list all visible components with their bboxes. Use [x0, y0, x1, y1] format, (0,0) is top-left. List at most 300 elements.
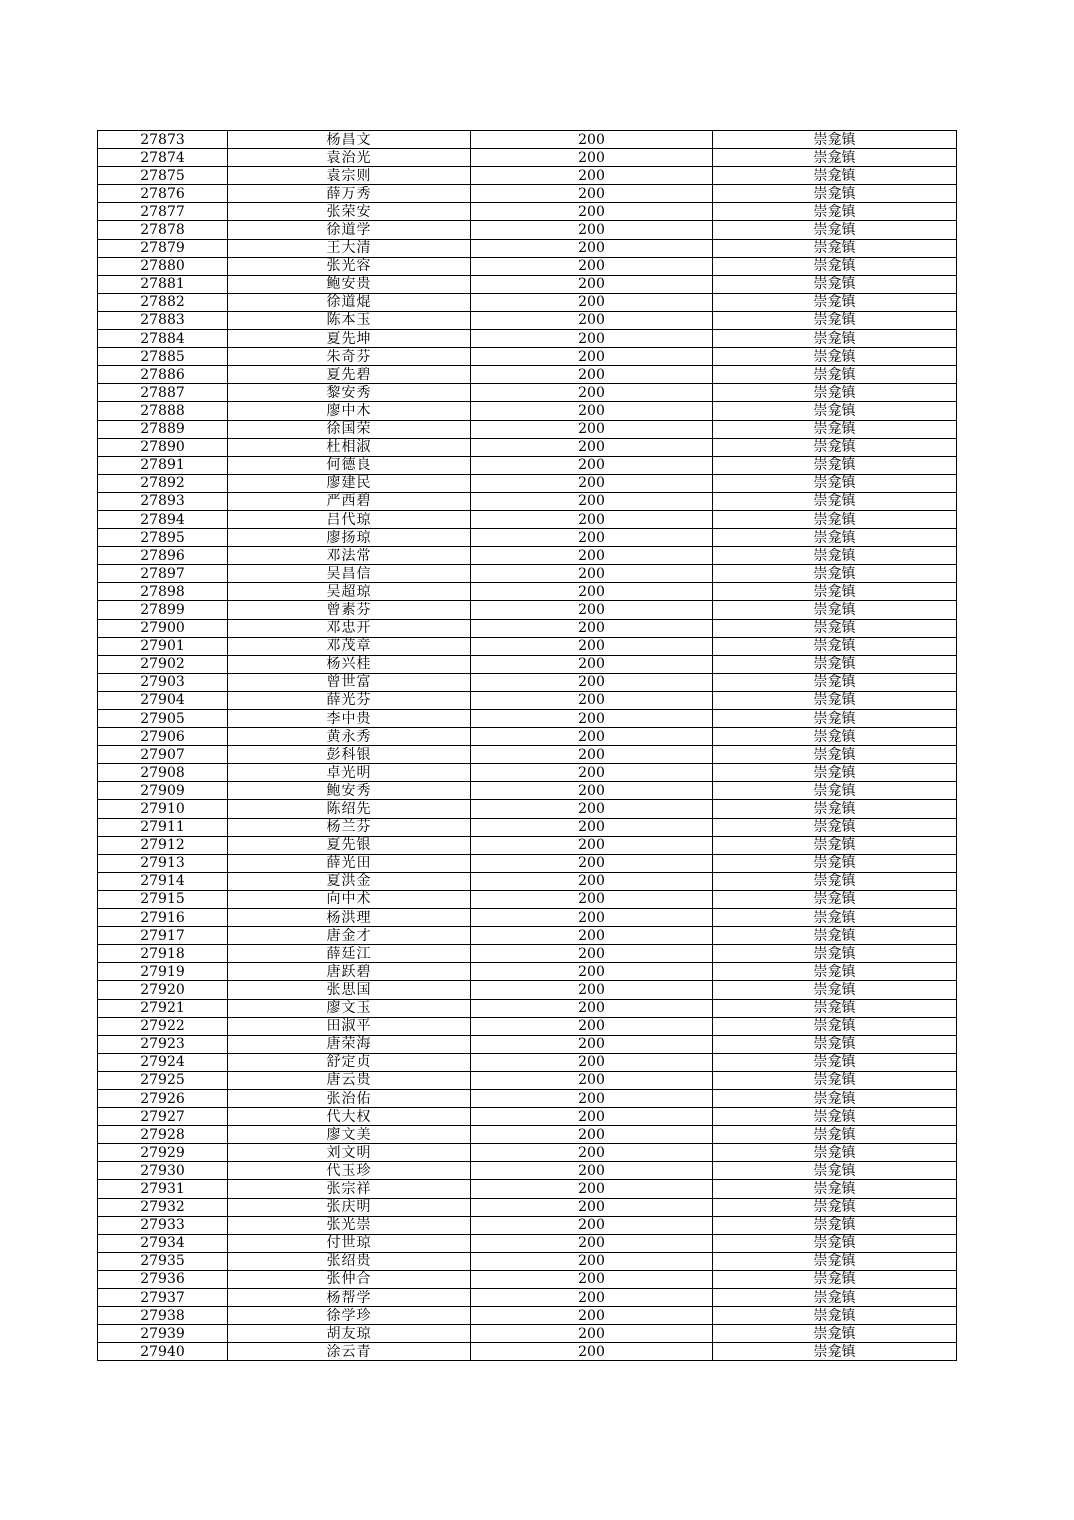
row-number-cell: 27886 — [98, 366, 228, 384]
amount-cell: 200 — [471, 330, 713, 348]
town-cell: 崇龛镇 — [713, 366, 957, 384]
name-cell: 夏先碧 — [228, 366, 471, 384]
table-row — [98, 348, 957, 366]
name-cell: 吕代琼 — [228, 510, 471, 528]
town-cell: 崇龛镇 — [713, 981, 957, 999]
town-cell: 崇龛镇 — [713, 1108, 957, 1126]
table-row — [98, 963, 957, 981]
table-row — [98, 999, 957, 1017]
row-number-cell: 27899 — [98, 601, 228, 619]
amount-cell: 200 — [471, 1325, 713, 1343]
name-cell: 廖文美 — [228, 1126, 471, 1144]
row-number-cell: 27888 — [98, 402, 228, 420]
name-cell: 徐道焜 — [228, 293, 471, 311]
table-row — [98, 854, 957, 872]
row-number-cell: 27911 — [98, 818, 228, 836]
name-cell: 吴超琼 — [228, 583, 471, 601]
name-cell: 张庆明 — [228, 1198, 471, 1216]
name-cell: 唐跃碧 — [228, 963, 471, 981]
table-row — [98, 185, 957, 203]
table-row — [98, 1307, 957, 1325]
amount-cell: 200 — [471, 1180, 713, 1198]
table-row — [98, 1053, 957, 1071]
amount-cell: 200 — [471, 927, 713, 945]
name-cell: 朱奇芬 — [228, 348, 471, 366]
name-cell: 张治佑 — [228, 1089, 471, 1107]
row-number-cell: 27937 — [98, 1289, 228, 1307]
row-number-cell: 27935 — [98, 1252, 228, 1270]
town-cell: 崇龛镇 — [713, 1053, 957, 1071]
town-cell: 崇龛镇 — [713, 673, 957, 691]
table-row — [98, 311, 957, 329]
table-row — [98, 456, 957, 474]
amount-cell: 200 — [471, 348, 713, 366]
amount-cell: 200 — [471, 1198, 713, 1216]
table-row — [98, 583, 957, 601]
amount-cell: 200 — [471, 800, 713, 818]
name-cell: 杨兴桂 — [228, 655, 471, 673]
town-cell: 崇龛镇 — [713, 710, 957, 728]
table-row — [98, 474, 957, 492]
table-row — [98, 872, 957, 890]
table-row — [98, 1180, 957, 1198]
town-cell: 崇龛镇 — [713, 728, 957, 746]
row-number-cell: 27881 — [98, 275, 228, 293]
amount-cell: 200 — [471, 1017, 713, 1035]
name-cell: 袁治光 — [228, 149, 471, 167]
table-row — [98, 836, 957, 854]
row-number-cell: 27892 — [98, 474, 228, 492]
amount-cell: 200 — [471, 1216, 713, 1234]
town-cell: 崇龛镇 — [713, 1289, 957, 1307]
town-cell: 崇龛镇 — [713, 854, 957, 872]
amount-cell: 200 — [471, 1071, 713, 1089]
name-cell: 杨帮学 — [228, 1289, 471, 1307]
amount-cell: 200 — [471, 384, 713, 402]
row-number-cell: 27903 — [98, 673, 228, 691]
town-cell: 崇龛镇 — [713, 185, 957, 203]
amount-cell: 200 — [471, 185, 713, 203]
name-cell: 刘文明 — [228, 1144, 471, 1162]
row-number-cell: 27895 — [98, 529, 228, 547]
town-cell: 崇龛镇 — [713, 1270, 957, 1288]
name-cell: 张仲合 — [228, 1270, 471, 1288]
table-row — [98, 257, 957, 275]
town-cell: 崇龛镇 — [713, 402, 957, 420]
amount-cell: 200 — [471, 1343, 713, 1361]
town-cell: 崇龛镇 — [713, 963, 957, 981]
table-row — [98, 710, 957, 728]
data-table — [97, 130, 957, 1361]
row-number-cell: 27921 — [98, 999, 228, 1017]
town-cell: 崇龛镇 — [713, 619, 957, 637]
amount-cell: 200 — [471, 890, 713, 908]
name-cell: 张思国 — [228, 981, 471, 999]
name-cell: 张光崇 — [228, 1216, 471, 1234]
town-cell: 崇龛镇 — [713, 1144, 957, 1162]
town-cell: 崇龛镇 — [713, 945, 957, 963]
name-cell: 杨洪理 — [228, 909, 471, 927]
row-number-cell: 27920 — [98, 981, 228, 999]
table-row — [98, 149, 957, 167]
row-number-cell: 27880 — [98, 257, 228, 275]
name-cell: 杜相淑 — [228, 438, 471, 456]
table-row — [98, 420, 957, 438]
town-cell: 崇龛镇 — [713, 384, 957, 402]
town-cell: 崇龛镇 — [713, 1325, 957, 1343]
table-row — [98, 909, 957, 927]
amount-cell: 200 — [471, 492, 713, 510]
name-cell: 廖建民 — [228, 474, 471, 492]
name-cell: 廖文玉 — [228, 999, 471, 1017]
amount-cell: 200 — [471, 963, 713, 981]
row-number-cell: 27883 — [98, 311, 228, 329]
amount-cell: 200 — [471, 619, 713, 637]
name-cell: 杨昌文 — [228, 131, 471, 149]
row-number-cell: 27873 — [98, 131, 228, 149]
town-cell: 崇龛镇 — [713, 1216, 957, 1234]
row-number-cell: 27939 — [98, 1325, 228, 1343]
row-number-cell: 27913 — [98, 854, 228, 872]
table-row — [98, 402, 957, 420]
town-cell: 崇龛镇 — [713, 474, 957, 492]
name-cell: 涂云青 — [228, 1343, 471, 1361]
name-cell: 严西碧 — [228, 492, 471, 510]
table-row — [98, 1035, 957, 1053]
row-number-cell: 27938 — [98, 1307, 228, 1325]
name-cell: 廖扬琼 — [228, 529, 471, 547]
amount-cell: 200 — [471, 293, 713, 311]
amount-cell: 200 — [471, 981, 713, 999]
row-number-cell: 27898 — [98, 583, 228, 601]
amount-cell: 200 — [471, 764, 713, 782]
table-row — [98, 1325, 957, 1343]
name-cell: 吴昌信 — [228, 565, 471, 583]
town-cell: 崇龛镇 — [713, 438, 957, 456]
amount-cell: 200 — [471, 474, 713, 492]
amount-cell: 200 — [471, 1053, 713, 1071]
row-number-cell: 27897 — [98, 565, 228, 583]
table-row — [98, 167, 957, 185]
name-cell: 卓光明 — [228, 764, 471, 782]
town-cell: 崇龛镇 — [713, 529, 957, 547]
name-cell: 杨兰芬 — [228, 818, 471, 836]
town-cell: 崇龛镇 — [713, 691, 957, 709]
name-cell: 曾素芬 — [228, 601, 471, 619]
table-row — [98, 818, 957, 836]
row-number-cell: 27893 — [98, 492, 228, 510]
name-cell: 薛光芬 — [228, 691, 471, 709]
row-number-cell: 27901 — [98, 637, 228, 655]
row-number-cell: 27927 — [98, 1108, 228, 1126]
name-cell: 唐云贵 — [228, 1071, 471, 1089]
row-number-cell: 27876 — [98, 185, 228, 203]
amount-cell: 200 — [471, 710, 713, 728]
name-cell: 夏洪金 — [228, 872, 471, 890]
amount-cell: 200 — [471, 945, 713, 963]
town-cell: 崇龛镇 — [713, 836, 957, 854]
town-cell: 崇龛镇 — [713, 311, 957, 329]
table-row — [98, 782, 957, 800]
town-cell: 崇龛镇 — [713, 510, 957, 528]
name-cell: 曾世富 — [228, 673, 471, 691]
amount-cell: 200 — [471, 1289, 713, 1307]
town-cell: 崇龛镇 — [713, 1234, 957, 1252]
town-cell: 崇龛镇 — [713, 1343, 957, 1361]
table-row — [98, 746, 957, 764]
table-row — [98, 221, 957, 239]
town-cell: 崇龛镇 — [713, 348, 957, 366]
town-cell: 崇龛镇 — [713, 1071, 957, 1089]
table-row — [98, 764, 957, 782]
town-cell: 崇龛镇 — [713, 221, 957, 239]
name-cell: 彭科银 — [228, 746, 471, 764]
town-cell: 崇龛镇 — [713, 456, 957, 474]
amount-cell: 200 — [471, 565, 713, 583]
row-number-cell: 27894 — [98, 510, 228, 528]
amount-cell: 200 — [471, 456, 713, 474]
row-number-cell: 27914 — [98, 872, 228, 890]
row-number-cell: 27912 — [98, 836, 228, 854]
town-cell: 崇龛镇 — [713, 167, 957, 185]
amount-cell: 200 — [471, 728, 713, 746]
table-row — [98, 1162, 957, 1180]
town-cell: 崇龛镇 — [713, 601, 957, 619]
row-number-cell: 27932 — [98, 1198, 228, 1216]
name-cell: 薛廷江 — [228, 945, 471, 963]
name-cell: 黄永秀 — [228, 728, 471, 746]
table-row — [98, 547, 957, 565]
amount-cell: 200 — [471, 836, 713, 854]
table-body — [98, 131, 957, 1361]
name-cell: 陈本玉 — [228, 311, 471, 329]
amount-cell: 200 — [471, 854, 713, 872]
amount-cell: 200 — [471, 311, 713, 329]
name-cell: 徐学珍 — [228, 1307, 471, 1325]
town-cell: 崇龛镇 — [713, 1089, 957, 1107]
town-cell: 崇龛镇 — [713, 293, 957, 311]
table-row — [98, 1216, 957, 1234]
table-row — [98, 1071, 957, 1089]
row-number-cell: 27918 — [98, 945, 228, 963]
row-number-cell: 27933 — [98, 1216, 228, 1234]
town-cell: 崇龛镇 — [713, 872, 957, 890]
town-cell: 崇龛镇 — [713, 890, 957, 908]
name-cell: 邓茂章 — [228, 637, 471, 655]
amount-cell: 200 — [471, 529, 713, 547]
amount-cell: 200 — [471, 691, 713, 709]
name-cell: 代玉珍 — [228, 1162, 471, 1180]
amount-cell: 200 — [471, 1035, 713, 1053]
town-cell: 崇龛镇 — [713, 1307, 957, 1325]
row-number-cell: 27930 — [98, 1162, 228, 1180]
row-number-cell: 27887 — [98, 384, 228, 402]
amount-cell: 200 — [471, 746, 713, 764]
row-number-cell: 27882 — [98, 293, 228, 311]
town-cell: 崇龛镇 — [713, 909, 957, 927]
town-cell: 崇龛镇 — [713, 203, 957, 221]
amount-cell: 200 — [471, 167, 713, 185]
name-cell: 付世琼 — [228, 1234, 471, 1252]
table-row — [98, 565, 957, 583]
name-cell: 王大清 — [228, 239, 471, 257]
row-number-cell: 27889 — [98, 420, 228, 438]
town-cell: 崇龛镇 — [713, 1198, 957, 1216]
name-cell: 薛万秀 — [228, 185, 471, 203]
row-number-cell: 27923 — [98, 1035, 228, 1053]
table-row — [98, 366, 957, 384]
amount-cell: 200 — [471, 402, 713, 420]
table-row — [98, 1108, 957, 1126]
row-number-cell: 27900 — [98, 619, 228, 637]
table-row — [98, 529, 957, 547]
amount-cell: 200 — [471, 149, 713, 167]
row-number-cell: 27902 — [98, 655, 228, 673]
name-cell: 邓忠开 — [228, 619, 471, 637]
name-cell: 唐荣海 — [228, 1035, 471, 1053]
name-cell: 张宗祥 — [228, 1180, 471, 1198]
row-number-cell: 27907 — [98, 746, 228, 764]
town-cell: 崇龛镇 — [713, 927, 957, 945]
row-number-cell: 27891 — [98, 456, 228, 474]
town-cell: 崇龛镇 — [713, 655, 957, 673]
table-row — [98, 384, 957, 402]
table-row — [98, 275, 957, 293]
name-cell: 向中术 — [228, 890, 471, 908]
amount-cell: 200 — [471, 872, 713, 890]
row-number-cell: 27926 — [98, 1089, 228, 1107]
town-cell: 崇龛镇 — [713, 999, 957, 1017]
row-number-cell: 27928 — [98, 1126, 228, 1144]
name-cell: 邓法常 — [228, 547, 471, 565]
amount-cell: 200 — [471, 547, 713, 565]
table-row — [98, 691, 957, 709]
town-cell: 崇龛镇 — [713, 1126, 957, 1144]
amount-cell: 200 — [471, 1307, 713, 1325]
amount-cell: 200 — [471, 366, 713, 384]
name-cell: 徐国荣 — [228, 420, 471, 438]
row-number-cell: 27875 — [98, 167, 228, 185]
table-row — [98, 673, 957, 691]
name-cell: 代大权 — [228, 1108, 471, 1126]
table-row — [98, 1144, 957, 1162]
table-row — [98, 619, 957, 637]
table-row — [98, 1252, 957, 1270]
name-cell: 夏先坤 — [228, 330, 471, 348]
table-row — [98, 800, 957, 818]
row-number-cell: 27934 — [98, 1234, 228, 1252]
town-cell: 崇龛镇 — [713, 583, 957, 601]
name-cell: 鲍安秀 — [228, 782, 471, 800]
name-cell: 黎安秀 — [228, 384, 471, 402]
row-number-cell: 27905 — [98, 710, 228, 728]
row-number-cell: 27885 — [98, 348, 228, 366]
table-row — [98, 1343, 957, 1361]
table-row — [98, 601, 957, 619]
name-cell: 舒定贞 — [228, 1053, 471, 1071]
name-cell: 张荣安 — [228, 203, 471, 221]
amount-cell: 200 — [471, 1270, 713, 1288]
table-row — [98, 492, 957, 510]
name-cell: 徐道学 — [228, 221, 471, 239]
table-row — [98, 890, 957, 908]
table-row — [98, 1126, 957, 1144]
name-cell: 何德良 — [228, 456, 471, 474]
amount-cell: 200 — [471, 221, 713, 239]
row-number-cell: 27890 — [98, 438, 228, 456]
town-cell: 崇龛镇 — [713, 492, 957, 510]
town-cell: 崇龛镇 — [713, 149, 957, 167]
row-number-cell: 27940 — [98, 1343, 228, 1361]
name-cell: 廖中木 — [228, 402, 471, 420]
amount-cell: 200 — [471, 1108, 713, 1126]
table-row — [98, 1089, 957, 1107]
amount-cell: 200 — [471, 1126, 713, 1144]
table-row — [98, 1198, 957, 1216]
table-row — [98, 203, 957, 221]
town-cell: 崇龛镇 — [713, 420, 957, 438]
table-row — [98, 438, 957, 456]
row-number-cell: 27874 — [98, 149, 228, 167]
name-cell: 李中贵 — [228, 710, 471, 728]
table-row — [98, 981, 957, 999]
amount-cell: 200 — [471, 275, 713, 293]
name-cell: 张光容 — [228, 257, 471, 275]
town-cell: 崇龛镇 — [713, 800, 957, 818]
name-cell: 唐金才 — [228, 927, 471, 945]
row-number-cell: 27896 — [98, 547, 228, 565]
amount-cell: 200 — [471, 257, 713, 275]
amount-cell: 200 — [471, 818, 713, 836]
table-row — [98, 330, 957, 348]
name-cell: 胡友琼 — [228, 1325, 471, 1343]
row-number-cell: 27929 — [98, 1144, 228, 1162]
table-row — [98, 728, 957, 746]
table-row — [98, 637, 957, 655]
name-cell: 鲍安贵 — [228, 275, 471, 293]
row-number-cell: 27917 — [98, 927, 228, 945]
town-cell: 崇龛镇 — [713, 239, 957, 257]
amount-cell: 200 — [471, 655, 713, 673]
table-row — [98, 945, 957, 963]
amount-cell: 200 — [471, 203, 713, 221]
town-cell: 崇龛镇 — [713, 1180, 957, 1198]
table-row — [98, 927, 957, 945]
row-number-cell: 27910 — [98, 800, 228, 818]
town-cell: 崇龛镇 — [713, 764, 957, 782]
row-number-cell: 27884 — [98, 330, 228, 348]
table-row — [98, 510, 957, 528]
town-cell: 崇龛镇 — [713, 330, 957, 348]
row-number-cell: 27915 — [98, 890, 228, 908]
town-cell: 崇龛镇 — [713, 1162, 957, 1180]
table-row — [98, 293, 957, 311]
town-cell: 崇龛镇 — [713, 131, 957, 149]
row-number-cell: 27924 — [98, 1053, 228, 1071]
amount-cell: 200 — [471, 239, 713, 257]
table-row — [98, 239, 957, 257]
table-row — [98, 1270, 957, 1288]
amount-cell: 200 — [471, 420, 713, 438]
row-number-cell: 27922 — [98, 1017, 228, 1035]
amount-cell: 200 — [471, 673, 713, 691]
name-cell: 薛光田 — [228, 854, 471, 872]
row-number-cell: 27931 — [98, 1180, 228, 1198]
amount-cell: 200 — [471, 637, 713, 655]
amount-cell: 200 — [471, 999, 713, 1017]
table-row — [98, 1234, 957, 1252]
amount-cell: 200 — [471, 131, 713, 149]
